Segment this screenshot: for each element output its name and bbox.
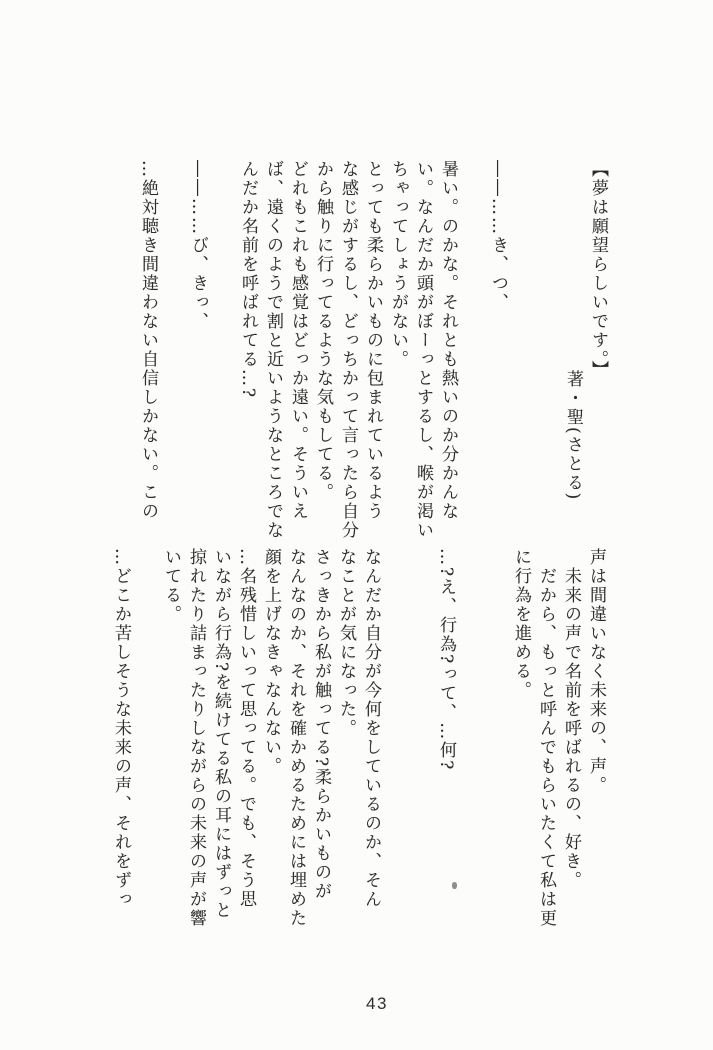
text-column: い。なんだか頭がぼーっとするし、喉が渇い <box>413 160 433 540</box>
bottom-text-block <box>108 548 608 940</box>
text-column: いながら行為?を続けてる私の耳にはずっと <box>211 548 231 921</box>
top-text-block <box>135 160 610 552</box>
text-column: 掠れたり詰まったりしながらの未来の声が響 <box>186 548 206 928</box>
blank-column <box>535 160 560 552</box>
text-column: ――……び、きっ、 <box>188 160 208 331</box>
blank-column <box>510 160 535 552</box>
text-column: 顔を上げなきゃなんない。 <box>261 548 281 776</box>
blank-column <box>160 160 185 552</box>
text-column: なんなのか、それを確かめるためには埋めた <box>286 548 306 928</box>
story-title: 【夢は願望らしいです。】 <box>588 160 608 380</box>
blank-column <box>483 548 508 940</box>
blank-column <box>408 548 433 940</box>
blank-column <box>460 160 485 552</box>
text-column: さっきから私が触ってる?柔らかいものが <box>311 548 331 902</box>
text-column: なことが気になった。 <box>336 548 356 738</box>
text-column: …名残惜しいって思ってる。でも、そう思 <box>236 548 256 909</box>
page-number: 43 <box>366 994 388 1013</box>
blank-column <box>210 160 235 552</box>
story-author: 著・聖(さとる) <box>563 370 583 502</box>
text-column: ――……き、つ、 <box>488 160 508 312</box>
text-column: どれもこれも感覚はどっか遠い。そういえ <box>288 160 308 521</box>
text-column: ば、遠くのようで割と近いようなところでな <box>263 160 283 540</box>
text-column: に行為を進める。 <box>511 548 531 700</box>
blank-column <box>133 548 158 940</box>
text-column: …絶対聴き間違わない自信しかない。この <box>138 160 158 521</box>
blank-column <box>383 548 408 940</box>
text-column: …?え、行為?って、…何? <box>436 548 456 772</box>
text-column: とっても柔らかいものに包まれているよう <box>363 160 383 521</box>
blank-column <box>458 548 483 940</box>
text-column: 未来の声で名前を呼ばれるの、好き。 <box>561 548 581 890</box>
text-column: ちゃってしょうがない。 <box>388 160 408 369</box>
text-column: から触りに行ってるような気もしてる。 <box>313 160 333 502</box>
text-column: だから、もっと呼んでもらいたくて私は更 <box>536 548 556 928</box>
text-column: なんだか自分が今何をしているのか、そん <box>361 548 381 909</box>
text-column: 声は間違いなく未来の、声。 <box>586 548 606 795</box>
text-column: いてる。 <box>161 548 181 624</box>
text-column: …どこか苦しそうな未来の声、それをずっ <box>111 548 131 909</box>
text-column: 暑い。のかな。それとも熱いのか分かんな <box>438 160 458 521</box>
text-column: んだか名前を呼ばれてる…? <box>238 160 258 400</box>
text-column: な感じがするし、どっちかって言ったら自分 <box>338 160 358 540</box>
ink-speck-artifact <box>452 882 457 889</box>
